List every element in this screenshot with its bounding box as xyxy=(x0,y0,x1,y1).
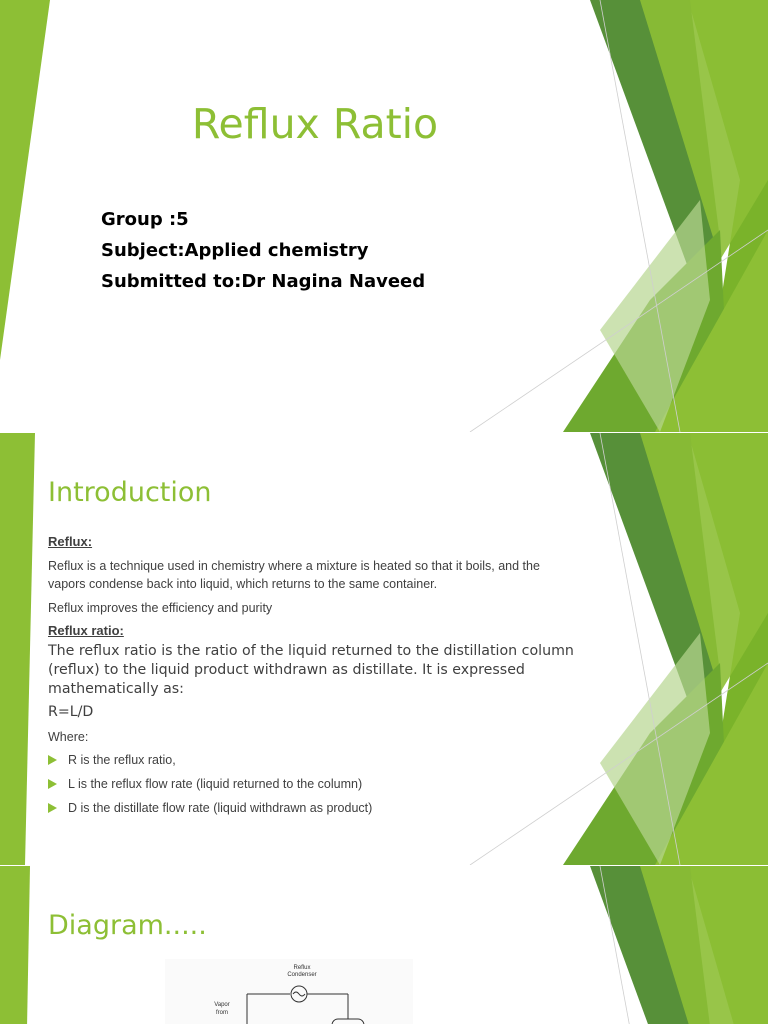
list-item: L is the reflux flow rate (liquid returned to the column) xyxy=(48,772,578,796)
vapor-label-line1: Vapor xyxy=(214,1002,230,1008)
reflux-benefit: Reflux improves the efficiency and purity xyxy=(48,601,273,615)
slide-diagram xyxy=(0,866,768,1024)
presentation-meta xyxy=(101,204,425,297)
bullet-arrow-icon xyxy=(48,779,57,789)
section-title: Diagram..... xyxy=(48,910,207,941)
slide-title xyxy=(0,0,768,432)
section-title: Introduction xyxy=(48,477,212,508)
left-accent-shape xyxy=(0,0,50,360)
drum-icon xyxy=(332,1019,364,1024)
wave-icon xyxy=(293,992,305,996)
reflux-ratio-definition: The reflux ratio is the ratio of the liquid returned to the distillation column (reflux) to the liquid product withdrawn as distillate. It is expressed mathematically as: xyxy=(48,643,574,697)
list-item: D is the distillate flow rate (liquid withdrawn as product) xyxy=(48,796,578,820)
left-accent-shape xyxy=(0,433,35,865)
intro-body xyxy=(48,534,578,820)
submitted-line: Submitted to:Dr Nagina Naveed xyxy=(101,271,426,292)
reflux-diagram-image xyxy=(165,959,413,1024)
group-line: Group :5 xyxy=(101,209,189,230)
formula: R=L/D xyxy=(48,704,94,720)
subject-line: Subject:Applied chemistry xyxy=(101,240,369,261)
left-accent-shape xyxy=(0,866,30,1024)
condenser-label-line2: Condenser xyxy=(287,972,317,978)
reflux-diagram xyxy=(165,959,413,1024)
vapor-label-line2: from xyxy=(216,1010,228,1016)
reflux-definition: Reflux is a technique used in chemistry where a mixture is heated so that it boils, and the vapors condense back into liquid, which returns to the same container. xyxy=(48,559,540,591)
slide-title-text: Reflux Ratio xyxy=(191,100,439,148)
bullet-arrow-icon xyxy=(48,755,57,765)
where-label: Where: xyxy=(48,730,89,744)
bullet-arrow-icon xyxy=(48,803,57,813)
reflux-heading: Reflux: xyxy=(48,534,93,549)
definition-list xyxy=(48,748,578,820)
list-item: R is the reflux ratio, xyxy=(48,748,578,772)
reflux-ratio-heading: Reflux ratio: xyxy=(48,623,124,638)
condenser-label-line1: Reflux xyxy=(293,965,311,971)
slide-introduction xyxy=(0,433,768,865)
